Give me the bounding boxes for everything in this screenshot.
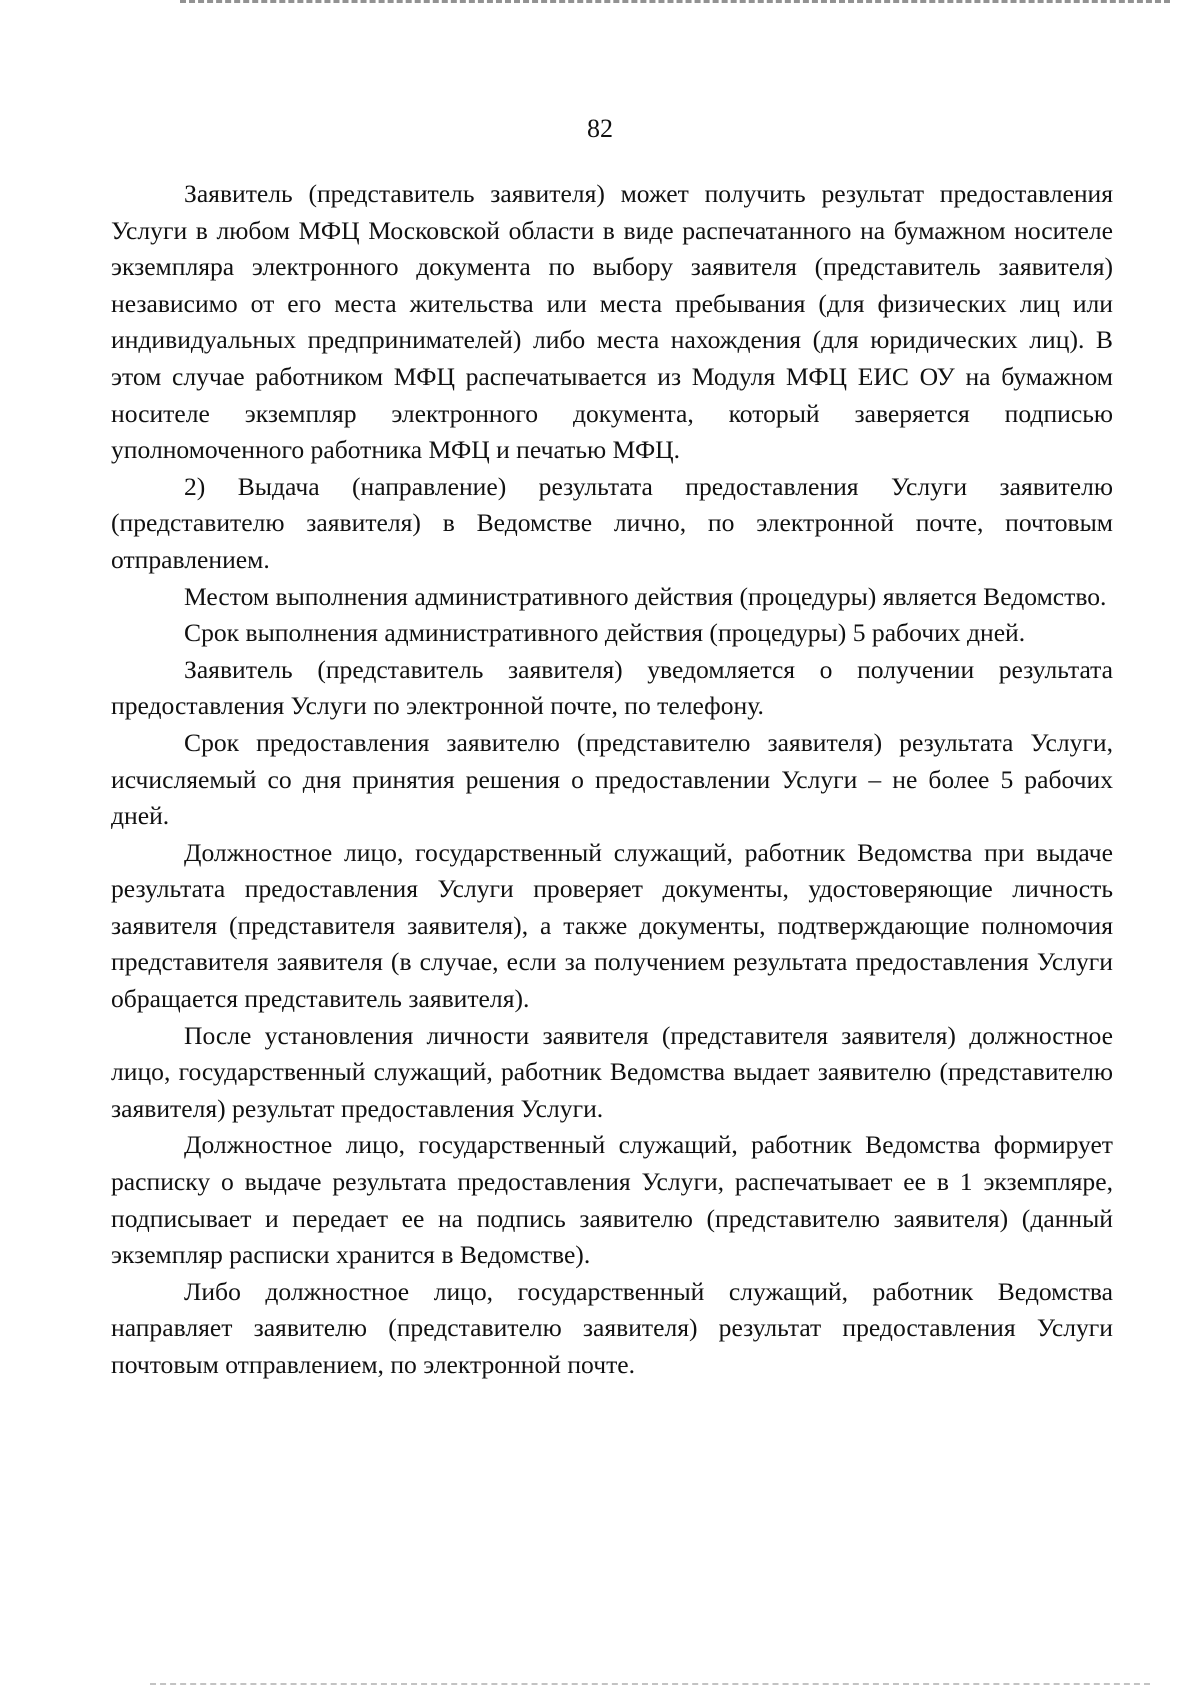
scan-edge-top: [180, 0, 1170, 6]
scan-edge-bottom: [150, 1683, 1150, 1687]
paragraph: Заявитель (представитель заявителя) уведомляется о получении результата предоставления Услуги по электронной почте, по телефону.: [111, 654, 1113, 721]
paragraph: Срок предоставления заявителю (представителю заявителя) результата Услуги, исчисляемый со дня принятия решения о предоставлении Услуги – не более 5 рабочих дней.: [111, 727, 1113, 831]
paragraph: 2) Выдача (направление) результата предоставления Услуги заявителю (представителю заявителя) в Ведомстве лично, по электронной почте, почтовым отправлением.: [111, 471, 1113, 574]
paragraph: Срок выполнения административного действия (процедуры) 5 рабочих дней.: [184, 618, 1026, 648]
paragraph: Заявитель (представитель заявителя) может получить результат предоставления Услуги в любом МФЦ Московской области в виде распечатанного на бумажном носителе экземпляра электронного документа по выбору заявителя (представитель заявителя) независимо от его места жительства или места пребывания (для физических лиц или индивидуальных предпринимателей) либо места нахождения (для юридических лиц). В этом случае работником МФЦ распечатывается из Модуля МФЦ ЕИС ОУ на бумажном носителе экземпляр электронного документа, который заверяется подписью уполномоченного работника МФЦ и печатью МФЦ.: [111, 179, 1113, 465]
paragraph: После установления личности заявителя (представителя заявителя) должностное лицо, государственный служащий, работник Ведомства выдает заявителю (представителю заявителя) результат предоставления Услуги.: [111, 1020, 1113, 1123]
page-number: 82: [587, 114, 613, 143]
paragraph: Должностное лицо, государственный служащий, работник Ведомства формирует расписку о выдаче результата предоставления Услуги, распечатывает ее в 1 экземпляре, подписывает и передает ее на подпись заявителю (представителю заявителя) (данный экземпляр расписки хранится в Ведомстве).: [111, 1130, 1113, 1270]
document-body: [111, 176, 1113, 1384]
paragraph: Местом выполнения административного действия (процедуры) является Ведомство.: [184, 581, 1107, 611]
paragraph: Либо должностное лицо, государственный служащий, работник Ведомства направляет заявителю (представителю заявителя) результат предоставления Услуги почтовым отправлением, по электронной почте.: [111, 1276, 1113, 1379]
paragraph: Должностное лицо, государственный служащий, работник Ведомства при выдаче результата предоставления Услуги проверяет документы, удостоверяющие личность заявителя (представителя заявителя), а также документы, подтверждающие полномочия представителя заявителя (в случае, если за получением результата предоставления Услуги обращается представитель заявителя).: [111, 837, 1113, 1014]
